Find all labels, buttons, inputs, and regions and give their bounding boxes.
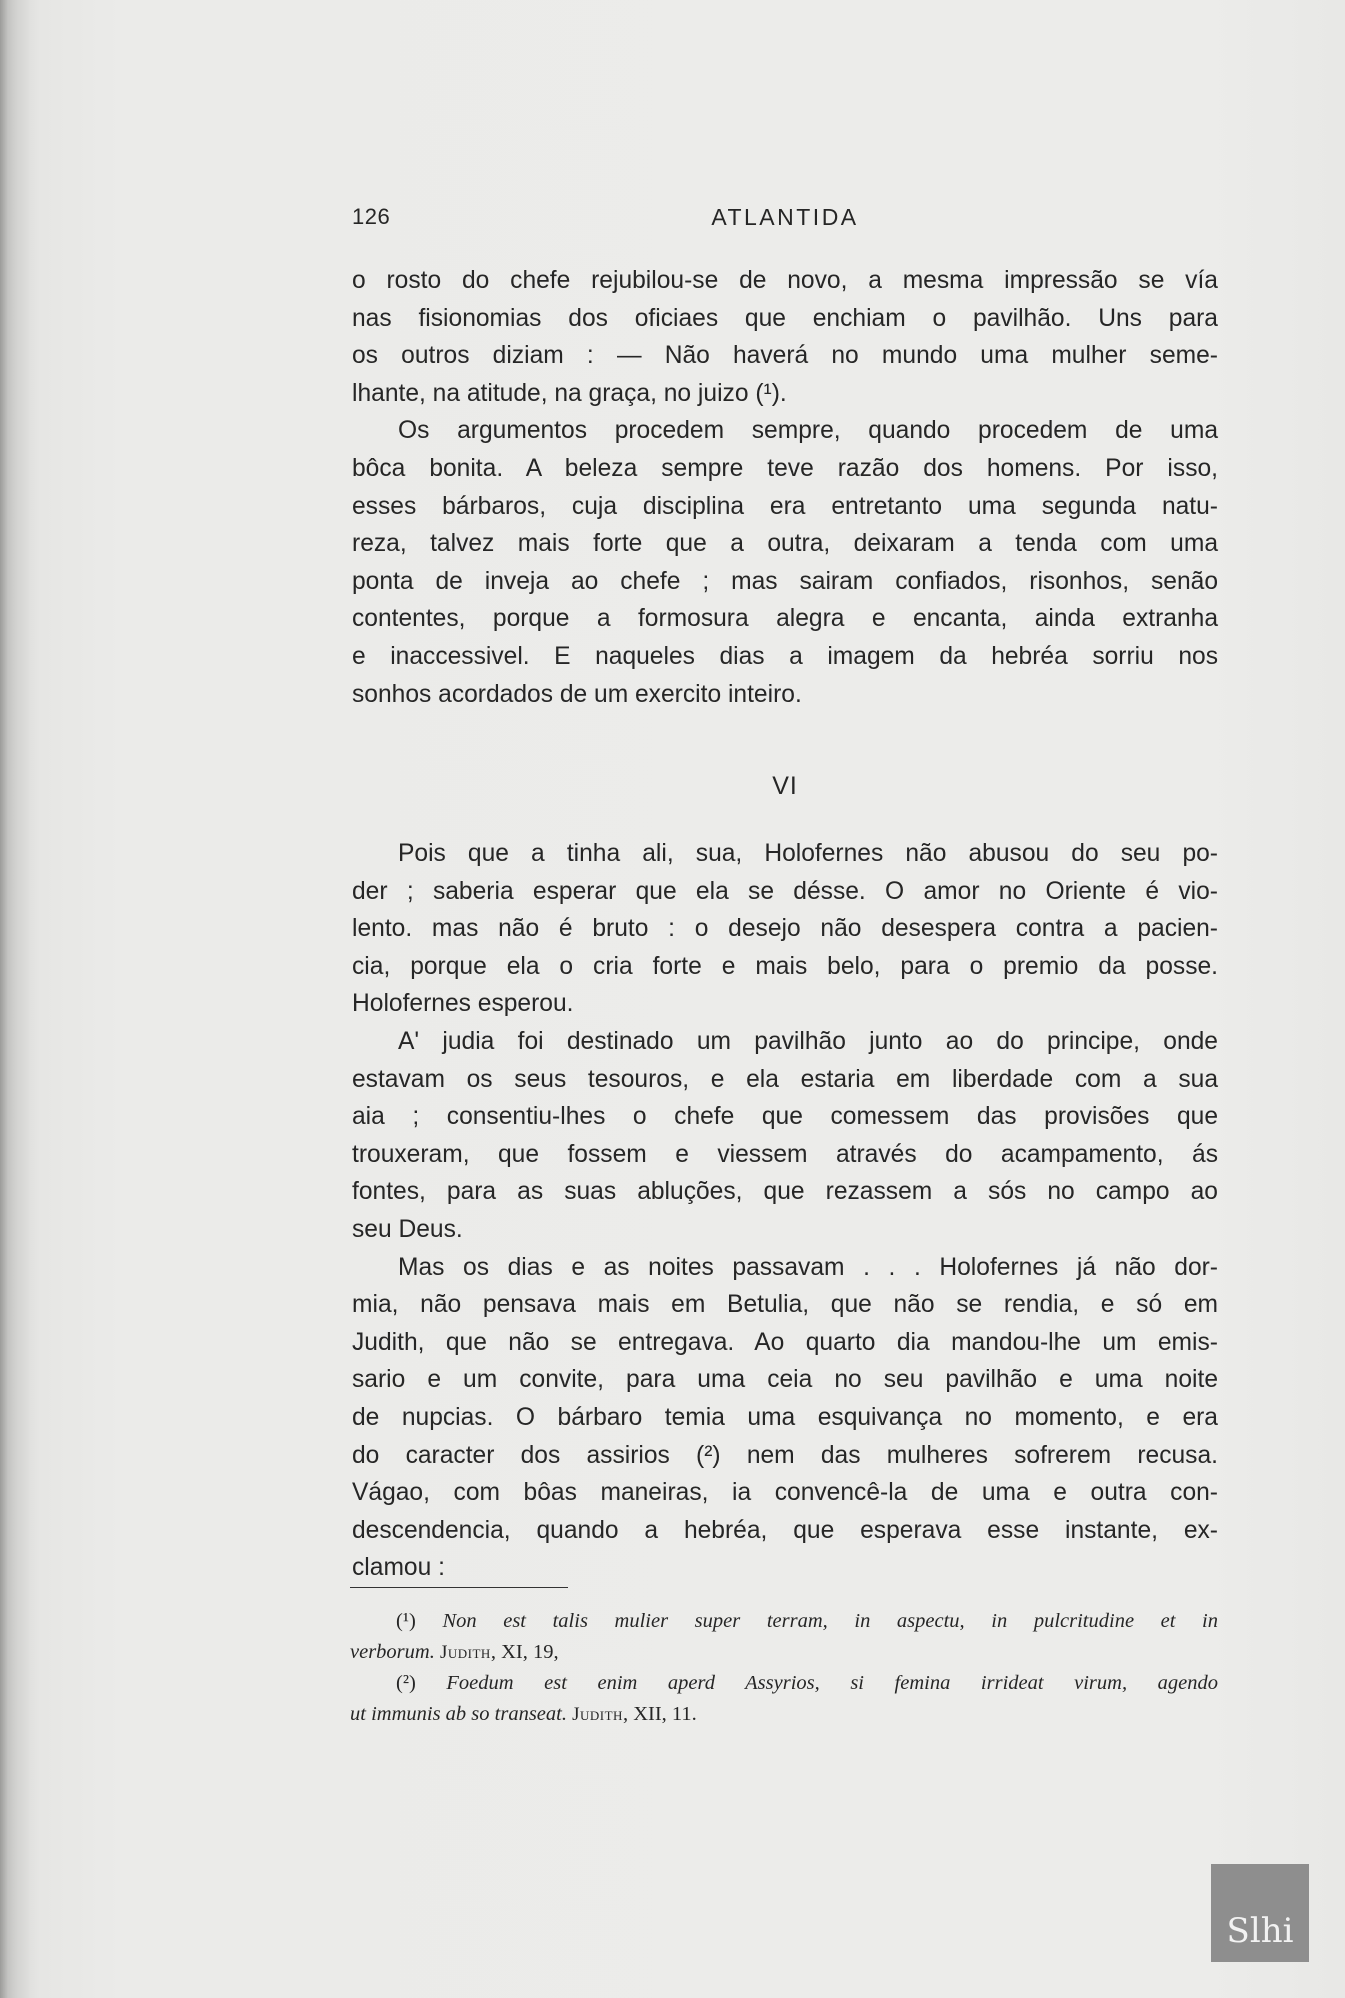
- section-heading: VI: [772, 772, 798, 800]
- text-line: Holofernes esperou.: [352, 990, 574, 1018]
- text-line: lento. mas não é bruto : o desejo não desespera contra a pacien-: [352, 915, 1218, 943]
- text-line: nas fisionomias dos oficiaes que enchiam o pavilhão. Uns para: [352, 304, 1218, 332]
- text-line: cia, porque ela o cria forte e mais belo, para o premio da posse.: [352, 952, 1218, 980]
- text-line: descendencia, quando a hebréa, que esperava esse instante, ex-: [352, 1516, 1218, 1544]
- footnote-2-line: [350, 1699, 1218, 1730]
- book-spine-shadow: [0, 0, 30, 1998]
- text-line: esses bárbaros, cuja disciplina era entretanto uma segunda natu-: [352, 492, 1218, 520]
- footnote-2-marker: (²): [396, 1672, 416, 1694]
- page-number: 126: [352, 204, 391, 229]
- text-line: seu Deus.: [352, 1215, 463, 1243]
- text-line: ponta de inveja ao chefe ; mas sairam confiados, risonhos, senão: [352, 567, 1218, 595]
- footnote-1-source: Judith: [439, 1642, 491, 1663]
- text-line: Pois que a tinha ali, sua, Holofernes não abusou do seu po-: [398, 840, 1218, 867]
- text-line: sonhos acordados de um exercito inteiro.: [352, 680, 802, 708]
- footnote-1-marker: (¹): [396, 1610, 416, 1632]
- text-line: os outros diziam : — Não haverá no mundo uma mulher seme-: [352, 342, 1218, 370]
- footnote-1-ref: , XI, 19,: [490, 1641, 559, 1663]
- footnote-2-ref: , XII, 11.: [622, 1703, 697, 1725]
- body-text-top: [352, 262, 1218, 713]
- text-line: Mas os dias e as noites passavam . . . Holofernes já não dor-: [398, 1253, 1218, 1281]
- text-line: fontes, para as suas abluções, que rezassem a sós no campo ao: [352, 1178, 1218, 1206]
- page-header: [352, 204, 1218, 234]
- text-line: mia, não pensava mais em Betulia, que não se rendia, e só em: [352, 1291, 1218, 1319]
- library-logo-text: Slhi: [1226, 1911, 1294, 1951]
- footnote-1-line: [350, 1606, 1218, 1637]
- text-line: de nupcias. O bárbaro temia uma esquivança no momento, e era: [352, 1403, 1218, 1431]
- text-line: do caracter dos assirios (²) nem das mulheres sofrerem recusa.: [352, 1441, 1218, 1469]
- text-line: trouxeram, que fossem e viessem através do acampamento, ás: [352, 1140, 1218, 1168]
- text-line: Os argumentos procedem sempre, quando procedem de uma: [398, 417, 1218, 445]
- footnote-2-quote-end: ut immunis ab so transeat.: [350, 1703, 567, 1725]
- text-line: bôca bonita. A beleza sempre teve razão dos homens. Por isso,: [352, 454, 1218, 482]
- footnotes: [350, 1606, 1218, 1730]
- library-logo: [1211, 1864, 1309, 1962]
- text-line: contentes, porque a formosura alegra e encanta, ainda extranha: [352, 605, 1218, 633]
- footnote-2-source: Judith: [572, 1704, 623, 1725]
- text-line: lhante, na atitude, na graça, no juizo (¹).: [352, 379, 787, 407]
- footnote-1-quote-end: verborum.: [350, 1641, 435, 1663]
- text-line: A' judia foi destinado um pavilhão junto ao do principe, onde: [398, 1027, 1218, 1055]
- text-line: e inaccessivel. E naqueles dias a imagem da hebréa sorriu nos: [352, 642, 1218, 670]
- text-line: Judith, que não se entregava. Ao quarto dia mandou-lhe um emis-: [352, 1328, 1218, 1356]
- text-line: sario e um convite, para uma ceia no seu pavilhão e uma noite: [352, 1366, 1218, 1394]
- body-text-bottom: [352, 835, 1218, 1587]
- footnote-2-quote: Foedum est enim aperd Assyrios, si femina irrideat virum, agendo: [446, 1672, 1218, 1694]
- text-line: Vágao, com bôas maneiras, ia convencê-la de uma e outra con-: [352, 1479, 1218, 1507]
- text-line: clamou :: [352, 1554, 445, 1582]
- text-line: aia ; consentiu-lhes o chefe que comessem das provisões que: [352, 1103, 1218, 1131]
- running-title: ATLANTIDA: [711, 204, 859, 230]
- footnote-rule: [350, 1587, 568, 1588]
- text-line: reza, talvez mais forte que a outra, deixaram a tenda com uma: [352, 530, 1218, 558]
- footnote-1-quote: Non est talis mulier super terram, in aspectu, in pulcritudine et in: [442, 1610, 1219, 1632]
- footnote-1-line: [350, 1637, 1218, 1668]
- footnote-2-line: [350, 1668, 1218, 1699]
- text-line: estavam os seus tesouros, e ela estaria em liberdade com a sua: [352, 1065, 1218, 1093]
- text-line: der ; saberia esperar que ela se désse. O amor no Oriente é vio-: [352, 877, 1218, 905]
- text-line: o rosto do chefe rejubilou-se de novo, a mesma impressão se vía: [352, 267, 1218, 294]
